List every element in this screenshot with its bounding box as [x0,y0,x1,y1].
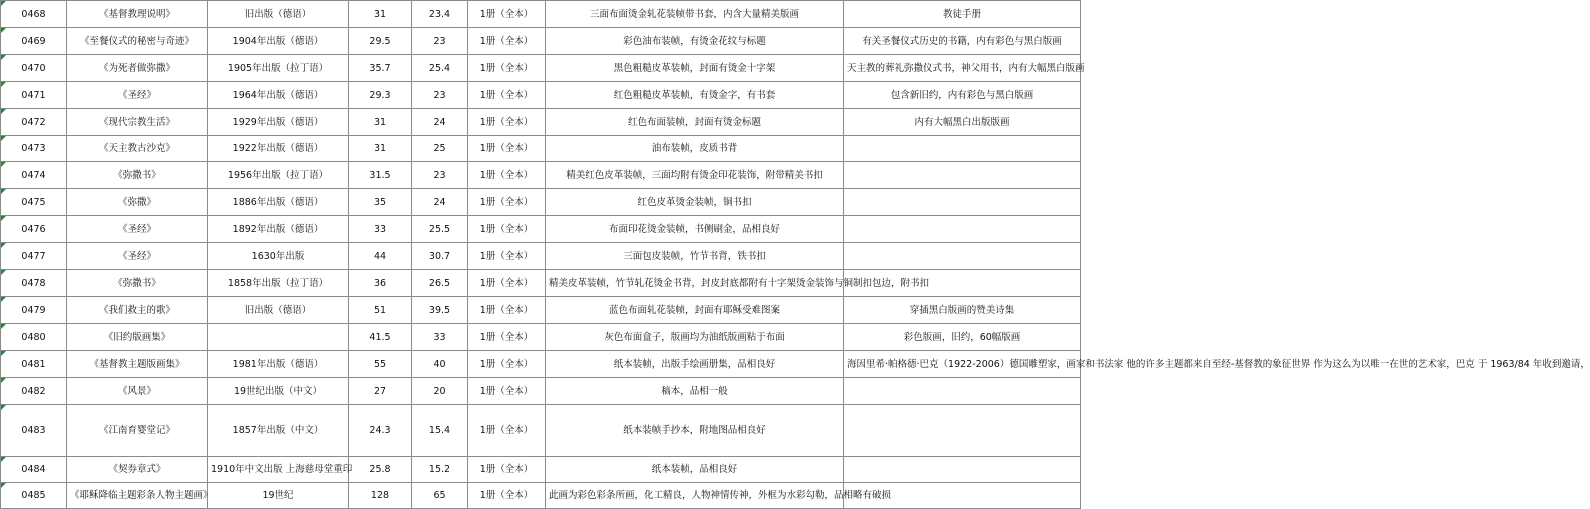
table-row [1,457,1081,483]
table-body [1,1,1590,509]
cell-edition[interactable]: 旧出版（德语） [208,1,349,28]
cell-description[interactable]: 纸本装帧手抄本，附地图品相良好 [546,405,844,457]
cell-id[interactable] [1,324,67,351]
cell-marker [1,162,6,167]
cell-volumes[interactable]: 1册（全本） [468,136,546,162]
cell-height[interactable]: 41.5 [349,324,412,351]
cell-marker [1,55,6,60]
id-text: 0471 [21,89,46,101]
cell-description[interactable]: 彩色油布装帧，有烫金花纹与标题 [546,28,844,55]
cell-note[interactable] [844,483,1081,509]
id-text: 0478 [21,277,46,289]
cell-id[interactable] [1,297,67,324]
cell-edition[interactable]: 19世纪出版（中文） [208,378,349,405]
cell-marker [1,243,6,248]
cell-title[interactable]: 《基督教理说明》 [67,1,208,28]
cell-width[interactable]: 25.4 [412,55,468,82]
cell-height[interactable]: 51 [349,297,412,324]
cell-note[interactable]: 海因里希·帕格德·巴克（1922-2006）德国雕塑家，画家和书法家 他的许多主题都来自至经-基督教的象征世界 作为这么为以唯一在世的艺术家，巴克 于 1963/84 年收到邀请， [844,351,1081,378]
cell-height[interactable]: 29.5 [349,28,412,55]
cell-height[interactable]: 35.7 [349,55,412,82]
table-row [1,243,1081,270]
cell-note[interactable] [844,189,1081,216]
table-row [1,216,1081,243]
cell-title[interactable]: 《弥撒书》 [67,162,208,189]
cell-description[interactable]: 精美皮革装帧，竹节轧花烫金书背，封皮封底都附有十字架烫金装饰与铜制扣包边，附书扣 [546,270,844,297]
cell-edition[interactable]: 1905年出版（拉丁语） [208,55,349,82]
id-text: 0470 [21,62,46,74]
cell-volumes[interactable]: 1册（全本） [468,162,546,189]
cell-description[interactable]: 红色粗糙皮革装帧，有烫金字，有书套 [546,82,844,109]
cell-volumes[interactable]: 1册（全本） [468,243,546,270]
table-row [1,378,1081,405]
cell-height[interactable]: 31 [349,1,412,28]
cell-description[interactable]: 灰色布面盒子，版画均为油纸版画粘于布面 [546,324,844,351]
table-row [1,297,1081,324]
cell-note[interactable] [844,162,1081,189]
id-text: 0475 [21,196,46,208]
cell-title[interactable]: 《耶稣降临主题彩条人物主题画》 [67,483,208,509]
cell-edition[interactable]: 旧出版（德语） [208,297,349,324]
cell-description[interactable]: 油布装帧，皮质书背 [546,136,844,162]
cell-edition[interactable]: 1922年出版（德语） [208,136,349,162]
cell-note[interactable] [844,457,1081,483]
cell-edition[interactable]: 1858年出版（拉丁语） [208,270,349,297]
cell-edition[interactable]: 1904年出版（德语） [208,28,349,55]
cell-width[interactable]: 33 [412,324,468,351]
cell-description[interactable]: 三面包皮装帧，竹节书背，铁书扣 [546,243,844,270]
cell-height[interactable]: 33 [349,216,412,243]
cell-volumes[interactable]: 1册（全本） [468,457,546,483]
cell-note[interactable] [844,405,1081,457]
cell-marker [1,324,6,329]
cell-width[interactable]: 25 [412,136,468,162]
cell-volumes[interactable]: 1册（全本） [468,1,546,28]
cell-width[interactable]: 24 [412,109,468,136]
cell-note[interactable]: 天主教的葬礼弥撒仪式书，神父用书，内有大幅黑白版画 [844,55,1081,82]
id-text: 0484 [21,464,46,475]
cell-marker [1,297,6,302]
cell-id[interactable] [1,243,67,270]
cell-width[interactable]: 23 [412,28,468,55]
cell-height[interactable]: 27 [349,378,412,405]
cell-marker [1,483,6,488]
cell-description[interactable]: 三面布面烫金轧花装帧带书套，内含大量精美版画 [546,1,844,28]
cell-note[interactable]: 教徒手册 [844,1,1081,28]
cell-width[interactable]: 15.2 [412,457,468,483]
table-row [1,189,1081,216]
cell-note[interactable] [844,243,1081,270]
table-row [1,109,1081,136]
cell-marker [1,270,6,275]
id-text: 0480 [21,331,46,343]
cell-id[interactable] [1,378,67,405]
cell-marker [1,351,6,356]
cell-title[interactable]: 《江南育婴堂记》 [67,405,208,457]
cell-title[interactable]: 《基督教主题版画集》 [67,351,208,378]
cell-edition[interactable]: 1630年出版 [208,243,349,270]
cell-note[interactable]: 内有大幅黑白出版版画 [844,109,1081,136]
id-text: 0469 [21,35,46,47]
cell-marker [1,378,6,383]
cell-volumes[interactable]: 1册（全本） [468,109,546,136]
id-text: 0474 [21,169,46,181]
table-row [1,483,1081,509]
cell-title[interactable]: 《弥撒书》 [67,270,208,297]
table-row [1,1,1081,28]
cell-description[interactable]: 纸本装帧，品相良好 [546,457,844,483]
cell-height[interactable]: 31 [349,136,412,162]
cell-volumes[interactable]: 1册（全本） [468,270,546,297]
cell-title[interactable]: 《旧约版画集》 [67,324,208,351]
table-row [1,136,1081,162]
cell-id[interactable] [1,109,67,136]
cell-note[interactable] [844,136,1081,162]
cell-marker [1,28,6,33]
cell-marker [1,82,6,87]
cell-edition[interactable]: 1910年中文出版 上海慈母堂重印 [208,457,349,483]
cell-description[interactable]: 黑色粗糙皮革装帧，封面有烫金十字架 [546,55,844,82]
cell-height[interactable]: 55 [349,351,412,378]
cell-id[interactable] [1,162,67,189]
cell-note[interactable] [844,270,1081,297]
id-text: 0468 [21,8,46,20]
cell-height[interactable]: 35 [349,189,412,216]
cell-width[interactable]: 23.4 [412,1,468,28]
cell-width[interactable]: 24 [412,189,468,216]
cell-title[interactable]: 《为死者做弥撒》 [67,55,208,82]
cell-description[interactable]: 纸本装帧，出版手绘画册集，品相良好 [546,351,844,378]
cell-height[interactable]: 24.3 [349,405,412,457]
cell-width[interactable]: 40 [412,351,468,378]
id-text: 0479 [21,304,46,316]
cell-title[interactable]: 《至餐仪式的秘密与奇迹》 [67,28,208,55]
id-text: 0483 [21,425,46,436]
cell-title[interactable]: 《我们救主的歌》 [67,297,208,324]
cell-title[interactable]: 《现代宗教生活》 [67,109,208,136]
id-text: 0481 [21,358,46,370]
cell-volumes[interactable]: 1册（全本） [468,28,546,55]
id-text: 0482 [21,385,46,397]
table-row [1,270,1081,297]
cell-id[interactable] [1,270,67,297]
table-row [1,405,1081,457]
cell-note[interactable]: 彩色版画，旧约，60幅版画 [844,324,1081,351]
id-text: 0473 [21,143,46,154]
cell-edition[interactable]: 1929年出版（德语） [208,109,349,136]
cell-width[interactable]: 20 [412,378,468,405]
cell-edition[interactable] [208,324,349,351]
cell-height[interactable]: 128 [349,483,412,509]
cell-width[interactable]: 15.4 [412,405,468,457]
cell-edition[interactable]: 1892年出版（德语） [208,216,349,243]
id-text: 0485 [21,490,46,501]
cell-height[interactable]: 44 [349,243,412,270]
cell-title[interactable]: 《圣经》 [67,82,208,109]
table-row [1,162,1081,189]
cell-title[interactable]: 《圣经》 [67,243,208,270]
cell-description[interactable]: 蓝色布面轧花装帧，封面有耶稣受难图案 [546,297,844,324]
cell-id[interactable] [1,351,67,378]
table-row [1,351,1081,378]
cell-id[interactable] [1,457,67,483]
cell-edition[interactable]: 1956年出版（拉丁语） [208,162,349,189]
cell-title[interactable]: 《风景》 [67,378,208,405]
cell-edition[interactable]: 1857年出版（中文） [208,405,349,457]
id-text: 0477 [21,250,46,262]
cell-width[interactable]: 23 [412,82,468,109]
cell-title[interactable]: 《弥撒》 [67,189,208,216]
cell-id[interactable] [1,405,67,457]
table-row [1,82,1081,109]
cell-description[interactable]: 红色皮革烫金装帧，铜书扣 [546,189,844,216]
cell-title[interactable]: 《圣经》 [67,216,208,243]
cell-volumes[interactable]: 1册（全本） [468,189,546,216]
cell-marker [1,189,6,194]
cell-width[interactable]: 30.7 [412,243,468,270]
table-row [1,324,1081,351]
id-text: 0476 [21,223,46,235]
cell-note[interactable]: 有关圣餐仪式历史的书籍，内有彩色与黑白版画 [844,28,1081,55]
cell-marker [1,216,6,221]
table-row [1,28,1081,55]
cell-description[interactable]: 布面印花烫金装帧，书侧刷金，品相良好 [546,216,844,243]
cell-height[interactable]: 36 [349,270,412,297]
cell-edition[interactable]: 1981年出版（德语） [208,351,349,378]
cell-edition[interactable]: 1964年出版（德语） [208,82,349,109]
cell-volumes[interactable]: 1册（全本） [468,216,546,243]
cell-note[interactable]: 包含新旧约，内有彩色与黑白版画 [844,82,1081,109]
cell-description[interactable]: 稿本，品相一般 [546,378,844,405]
cell-volumes[interactable]: 1册（全本） [468,378,546,405]
cell-id[interactable] [1,189,67,216]
cell-id[interactable] [1,216,67,243]
table-row [1,55,1081,82]
cell-height[interactable]: 31 [349,109,412,136]
cell-description[interactable]: 此画为彩色彩条所画，化工精良，人物神情传神，外框为水彩勾勒，品相略有破损 [546,483,844,509]
cell-width[interactable]: 65 [412,483,468,509]
cell-height[interactable]: 31.5 [349,162,412,189]
cell-volumes[interactable]: 1册（全本） [468,351,546,378]
cell-id[interactable] [1,28,67,55]
cell-height[interactable]: 29.3 [349,82,412,109]
cell-title[interactable]: 《契券章式》 [67,457,208,483]
cell-width[interactable]: 26.5 [412,270,468,297]
cell-description[interactable]: 红色布面装帧，封面有烫金标题 [546,109,844,136]
cell-volumes[interactable]: 1册（全本） [468,324,546,351]
cell-width[interactable]: 23 [412,162,468,189]
cell-note[interactable]: 穿插黑白版画的赞美诗集 [844,297,1081,324]
cell-id[interactable] [1,136,67,162]
cell-volumes[interactable]: 1册（全本） [468,82,546,109]
cell-description[interactable]: 精美红色皮革装帧，三面均附有烫金印花装饰，附带精美书扣 [546,162,844,189]
id-text: 0472 [21,116,46,128]
cell-edition[interactable]: 1886年出版（德语） [208,189,349,216]
cell-marker [1,109,6,114]
cell-width[interactable]: 39.5 [412,297,468,324]
cell-height[interactable]: 25.8 [349,457,412,483]
cell-width[interactable]: 25.5 [412,216,468,243]
cell-volumes[interactable]: 1册（全本） [468,55,546,82]
cell-title[interactable]: 《天主教古沙克》 [67,136,208,162]
cell-volumes[interactable]: 1册（全本） [468,297,546,324]
cell-id[interactable] [1,82,67,109]
cell-volumes[interactable]: 1册（全本） [468,405,546,457]
cell-volumes[interactable]: 1册（全本） [468,483,546,509]
cell-id[interactable] [1,55,67,82]
cell-id[interactable] [1,483,67,509]
cell-marker [1,457,6,462]
cell-id[interactable] [1,1,67,28]
cell-marker [1,1,6,6]
cell-marker [1,136,6,141]
cell-edition[interactable]: 19世纪 [208,483,349,509]
cell-note[interactable] [844,216,1081,243]
cell-note[interactable] [844,378,1081,405]
cell-marker [1,405,6,410]
